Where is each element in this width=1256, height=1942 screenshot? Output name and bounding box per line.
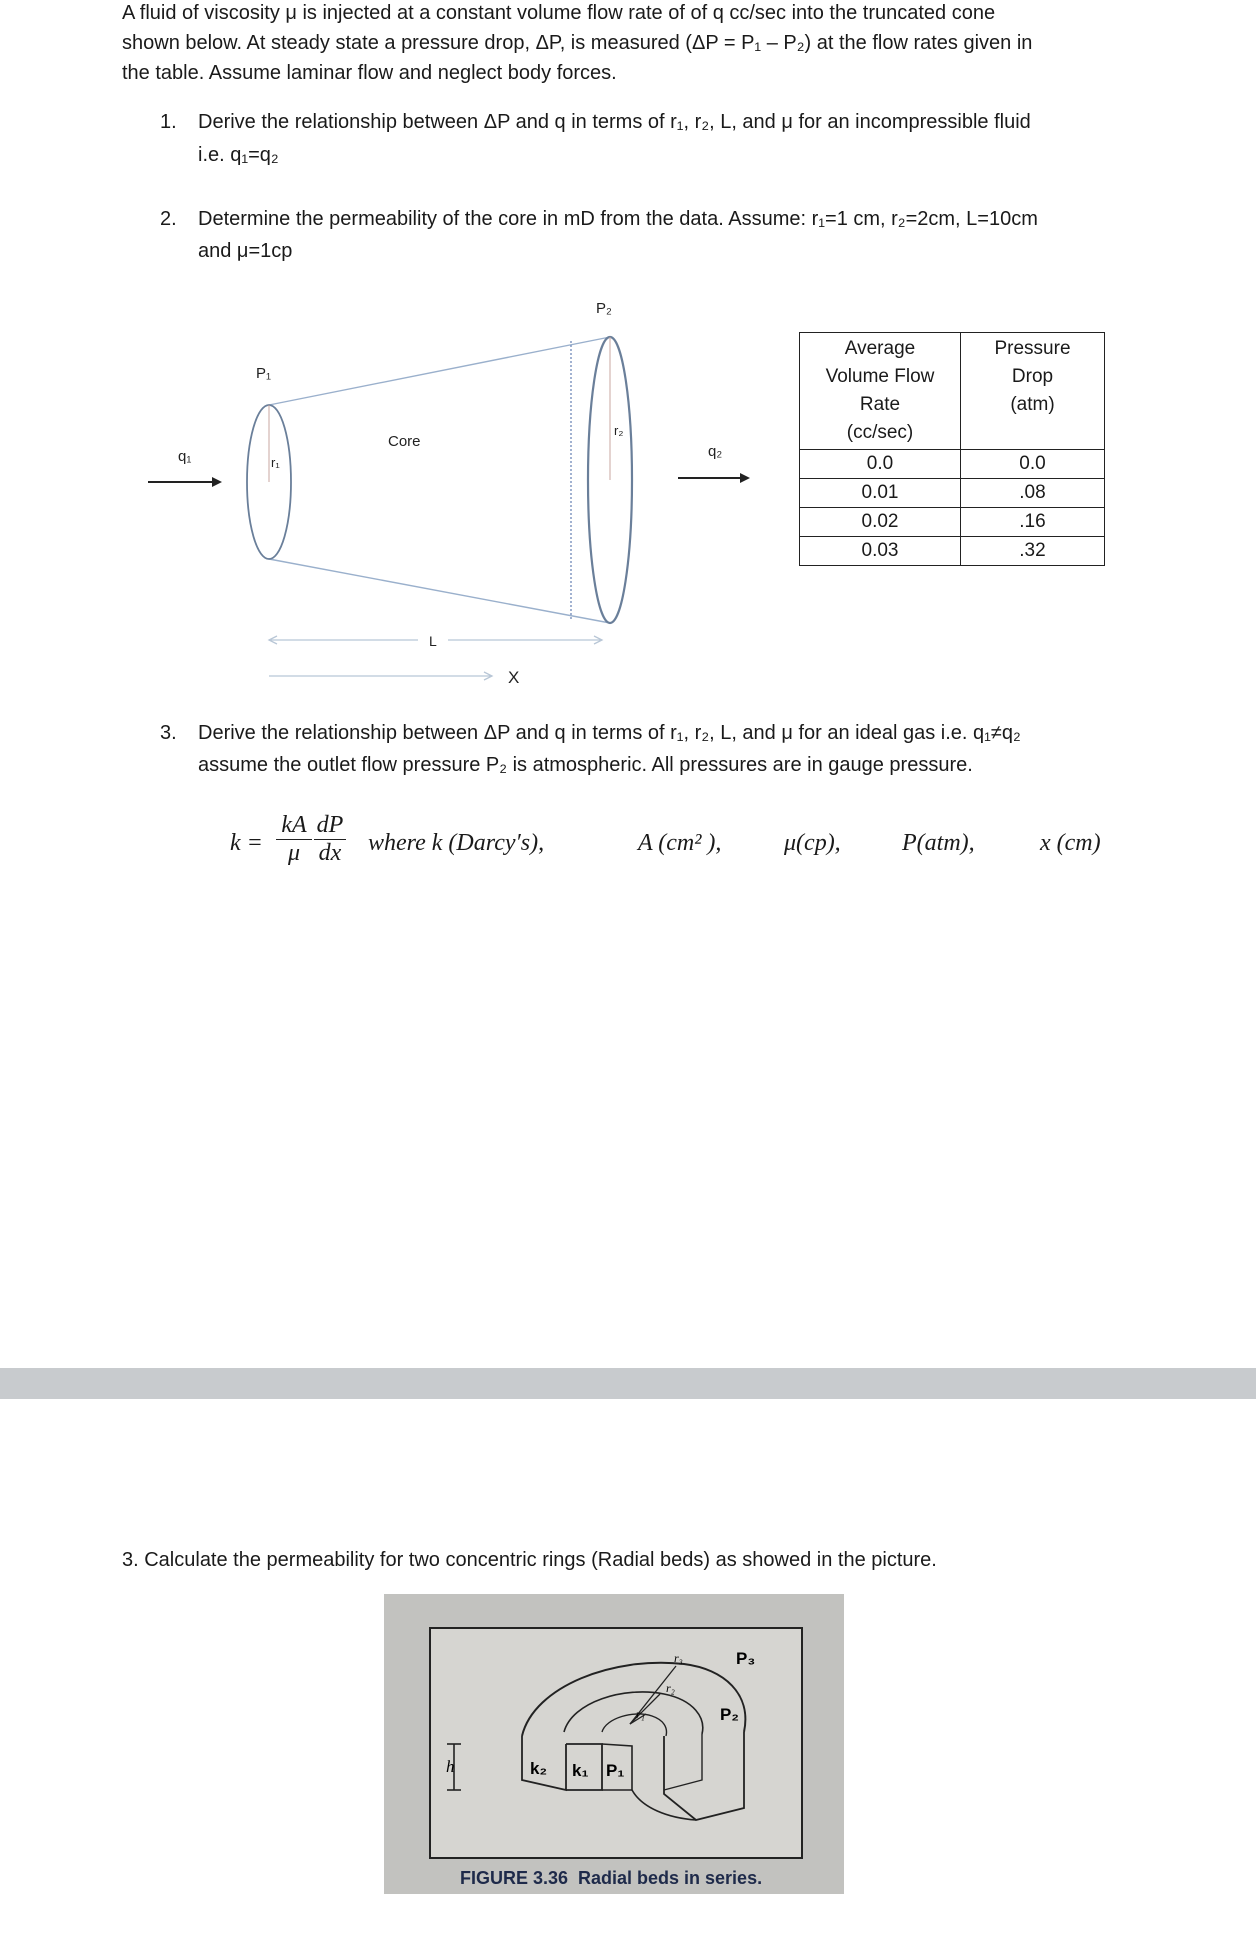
fraction-numerator: kA <box>281 812 307 838</box>
question-text-cont: assume the outlet flow pressure P₂ is atmospheric. All pressures are in gauge pressure. <box>198 754 973 776</box>
equation-pressure-unit: P(atm), <box>902 830 975 856</box>
fraction-ka-mu <box>276 812 312 867</box>
table-cell: 0.02 <box>800 508 961 537</box>
intro-line-1: A fluid of viscosity μ is injected at a constant volume flow rate of of q cc/sec into the truncated cone <box>122 2 996 24</box>
p2-label: P₂ <box>720 1705 739 1724</box>
figure-caption-text: Radial beds in series. <box>578 1868 763 1888</box>
r2-label: r₂ <box>666 1681 675 1695</box>
p3-label: P₃ <box>736 1649 756 1668</box>
question-text-cont: i.e. q₁=q₂ <box>198 144 279 166</box>
intro-line-3: the table. Assume laminar flow and neglect body forces. <box>122 62 617 84</box>
header-flow-rate <box>800 333 961 450</box>
table-row <box>800 508 1105 537</box>
table-cell: .08 <box>961 479 1105 508</box>
q1-label: q₁ <box>178 448 192 465</box>
table-cell: 0.0 <box>800 450 961 479</box>
header-pressure-drop <box>961 333 1105 450</box>
inlet-arrowhead <box>212 477 222 487</box>
table-cell: 0.03 <box>800 537 961 566</box>
header-line: Drop <box>1011 366 1054 387</box>
header-line: Average <box>844 338 916 359</box>
question-number: 1. <box>160 111 177 133</box>
truncated-cone-diagram <box>130 295 760 695</box>
header-line: (atm) <box>1010 394 1055 415</box>
equation-lhs: k = <box>230 830 263 856</box>
table-row <box>800 537 1105 566</box>
table-cell: 0.0 <box>961 450 1105 479</box>
cone-svg <box>130 295 760 695</box>
cone-top-edge <box>269 337 610 405</box>
darcy-equation <box>230 808 1130 878</box>
question-text: Derive the relationship between ΔP and q in terms of r₁, r₂, L, and μ for an incompressible fluid <box>198 111 1031 133</box>
question-number: 2. <box>160 208 177 230</box>
k2-label: k₂ <box>530 1759 548 1778</box>
equation-viscosity-unit: μ(cp), <box>784 830 841 856</box>
question-4: 3. Calculate the permeability for two concentric rings (Radial beds) as showed in the picture. <box>122 1549 937 1571</box>
page-separator <box>0 1368 1256 1399</box>
question-text: Derive the relationship between ΔP and q in terms of r₁, r₂, L, and μ for an ideal gas i.e. q₁≠q₂ <box>198 722 1021 744</box>
h-label: h <box>446 1757 455 1776</box>
k1-label: k₁ <box>572 1761 589 1780</box>
table-cell: .16 <box>961 508 1105 537</box>
header-line: (cc/sec) <box>846 422 914 443</box>
length-label: L <box>429 633 437 649</box>
r1-label: r₁ <box>636 1707 645 1721</box>
fraction-denominator: μ <box>276 839 312 867</box>
equation-length-unit: x (cm) <box>1040 830 1101 856</box>
p1-label: P₁ <box>606 1761 625 1780</box>
question-number: 3. <box>160 722 177 744</box>
r2-label: r₂ <box>614 423 624 438</box>
x-axis-label: X <box>508 668 520 687</box>
radial-beds-figure <box>384 1594 844 1894</box>
fraction-numerator: dP <box>316 812 344 838</box>
r1-label: r₁ <box>271 455 280 470</box>
header-line: Rate <box>859 394 901 415</box>
question-text: Determine the permeability of the core in mD from the data. Assume: r₁=1 cm, r₂=2cm, L=10cm <box>198 208 1038 230</box>
radial-beds-svg <box>384 1594 844 1894</box>
p1-label: P₁ <box>256 365 272 382</box>
cone-bottom-edge <box>269 559 610 623</box>
table-cell: .32 <box>961 537 1105 566</box>
header-line: Pressure <box>994 338 1071 359</box>
question-text-cont: and μ=1cp <box>198 240 293 262</box>
intro-line-2: shown below. At steady state a pressure drop, ΔP, is measured (ΔP = P₁ – P₂) at the flow rates given in <box>122 32 1033 54</box>
table-row <box>800 450 1105 479</box>
p2-label: P₂ <box>596 300 612 317</box>
r3-label: r₃ <box>674 1651 683 1665</box>
header-line: Volume Flow <box>825 366 935 387</box>
table-row <box>800 479 1105 508</box>
table-cell: 0.01 <box>800 479 961 508</box>
flow-pressure-table <box>799 332 1105 566</box>
table-header-row <box>800 333 1105 450</box>
outlet-arrowhead <box>740 473 750 483</box>
fraction-dp-dx <box>314 812 346 867</box>
equation-area-unit: A (cm² ), <box>638 830 722 856</box>
equation-where: where k (Darcy′s), <box>368 830 545 856</box>
figure-caption-label: FIGURE 3.36 <box>460 1868 569 1888</box>
q2-label: q₂ <box>708 443 723 460</box>
fraction-denominator: dx <box>314 839 346 867</box>
core-label: Core <box>388 433 421 450</box>
